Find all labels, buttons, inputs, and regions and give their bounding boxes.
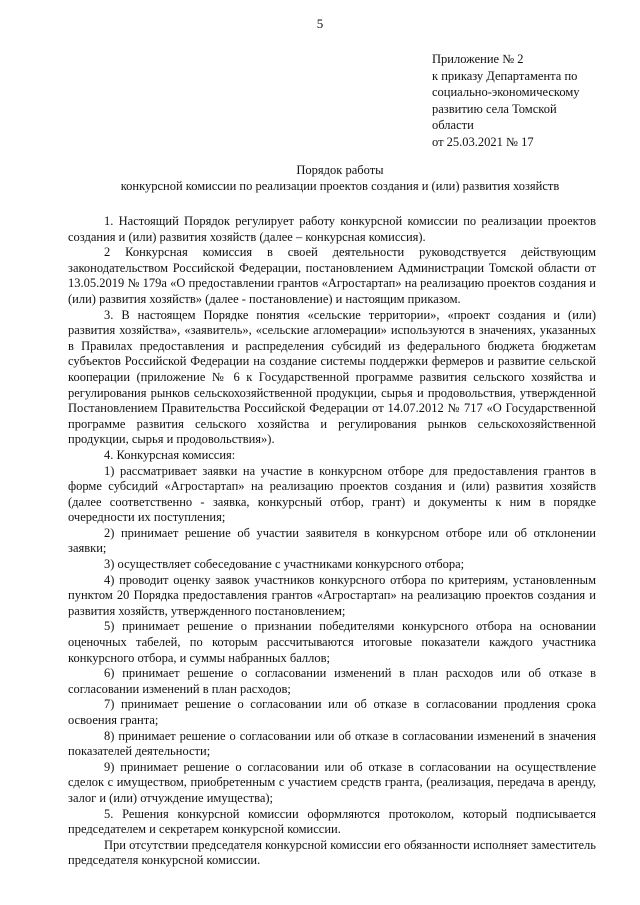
paragraph: 1. Настоящий Порядок регулирует работу конкурсной комиссии по реализации проектов создания и (или) развития хозяйств (далее – конкурсная комиссия).	[68, 214, 596, 244]
paragraph: 3. В настоящем Порядке понятия «сельские территории», «проект создания и (или) развития хозяйства», «заявитель», «сельские агломерации» используются в значениях, указанных в Правилах предоставления и распределения субсидий из федерального бюджета бюджетам субъектов Российской Федерации на создание системы поддержки фермеров и развитие сельской кооперации (приложение № 6 к Государственной программе развития сельского хозяйства и регулирования рынков сельскохозяйственной продукции, сырья и продовольствия, утвержденной Постановлением Правительства Российской Федерации от 14.07.2012 № 717 «О Государственной программе развития сельского хозяйства и регулирования рынков сельскохозяйственной продукции, сырья и продовольствия»).	[68, 307, 596, 447]
paragraph: 1) рассматривает заявки на участие в конкурсном отборе для предоставления грантов в форме субсидий «Агростартап» на реализацию проектов создания и (или) развития хозяйств (далее соответственно - заявка, конкурсный отбор, грант) и документы к ним в порядке очередности их поступления;	[68, 463, 596, 525]
paragraph: 4) проводит оценку заявок участников конкурсного отбора по критериям, установленным пунктом 20 Порядка предоставления грантов «Агростартап» на реализацию проектов создания и развития хозяйств, утвержденного постановлением;	[68, 572, 596, 618]
paragraph: 8) принимает решение о согласовании или об отказе в согласовании изменений в значения показателей деятельности;	[68, 728, 596, 759]
appendix-line: области	[432, 118, 474, 132]
paragraph: При отсутствии председателя конкурсной комиссии его обязанности исполняет заместитель председателя конкурсной комиссии.	[68, 837, 596, 868]
paragraph: 2) принимает решение об участии заявителя в конкурсном отборе или об отклонении заявки;	[68, 525, 596, 556]
page-number: 5	[316, 16, 324, 31]
paragraph: 4. Конкурсная комиссия:	[104, 447, 236, 462]
appendix-line: от 25.03.2021 № 17	[432, 134, 534, 149]
paragraph: 2 Конкурсная комиссия в своей деятельности руководствуется действующим законодательством Российской Федерации, постановлением Администрации Томской области от 13.05.2019 № 179а «О предоставлении грантов «Агростартап» на реализацию проектов создания и (или) развития хозяйств» (далее - постановление) и настоящим приказом.	[68, 245, 596, 306]
paragraph: 6) принимает решение о согласовании изменений в план расходов или об отказе в согласовании изменений в план расходов;	[68, 666, 596, 696]
paragraph: 3) осуществляет собеседование с участниками конкурсного отбора;	[104, 557, 465, 572]
appendix-line: развитию села Томской	[432, 101, 557, 116]
paragraph: 9) принимает решение о согласовании или об отказе в согласовании на осуществление сделок с имуществом, приобретенным с участием средств гранта, (реализация, передача в аренду, залог и (или) отчуждение имущества);	[68, 759, 596, 805]
paragraph: 5. Решения конкурсной комиссии оформляются протоколом, который подписывается председателем и секретарем конкурсной комиссии.	[68, 806, 596, 837]
appendix-line: социально-экономическому	[432, 85, 580, 99]
document-body	[68, 214, 596, 869]
document-title: Порядок работы	[296, 163, 384, 177]
document-subtitle: конкурсной комиссии по реализации проектов создания и (или) развития хозяйств	[120, 179, 560, 193]
paragraph: 5) принимает решение о признании победителями конкурсного отбора на основании оценочных табелей, по которым рассчитываются итоговые показатели каждого участника конкурсного отбора, и суммы набранных баллов;	[68, 619, 596, 665]
paragraph: 7) принимает решение о согласовании или об отказе в согласовании продления срока освоения гранта;	[68, 697, 596, 727]
appendix-line: к приказу Департамента по	[432, 68, 578, 83]
appendix-line: Приложение № 2	[432, 52, 524, 66]
appendix-header	[432, 51, 612, 150]
